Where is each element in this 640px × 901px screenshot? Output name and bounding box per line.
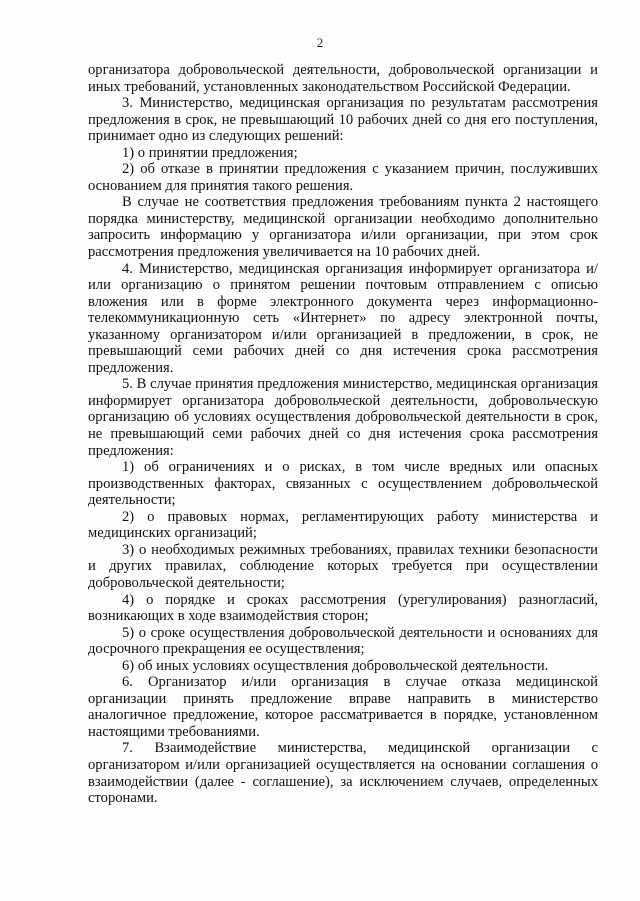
page-number: 2 [316,35,324,50]
paragraph-item-5: 5. В случае принятия предложения министерство, медицинская организация информирует организатора добровольческой деятельности, добровольческую организацию об условиях осуществления добровольческой деятельности в срок, не превышающий семи рабочих дней со дня истечения срока рассмотрения предложения: [88,376,598,459]
subitem-5-6: 6) об иных условиях осуществления добровольческой деятельности. [122,657,549,674]
paragraph-item-3: 3. Министерство, медицинская организация по результатам рассмотрения предложения в срок, не превышающий 10 рабочих дней со дня его поступления, принимает одно из следующих решений: [88,95,598,145]
subitem-5-1: 1) об ограничениях и о рисках, в том числе вредных или опасных производственных факторах, связанных с осуществлением добровольческой деятельности; [88,459,598,509]
paragraph-noncompliance: В случае не соответствия предложения требованиям пункта 2 настоящего порядка министерству, медицинской организации необходимо дополнительно запросить информацию у организатора и/или организации, при этом срок рассмотрения предложения увеличивается на 10 рабочих дней. [88,194,598,261]
paragraph-item-4: 4. Министерство, медицинская организация информирует организатора и/или организацию о принятом решении почтовым отправлением с описью вложения или в форме электронного документа через информационно-телекоммуникационную сеть «Интернет» по адресу электронной почты, указанному организатором и/или организацией в предложении, в срок, не превышающий семи рабочих дней со дня истечения срока рассмотрения предложения. [88,260,598,376]
subitem-3-2: 2) об отказе в принятии предложения с указанием причин, послуживших основанием для принятия такого решения. [88,161,598,194]
subitem-5-4: 4) о порядке и сроках рассмотрения (урегулирования) разногласий, возникающих в ходе взаимодействия сторон; [88,591,598,625]
paragraph-continuation: организатора добровольческой деятельности, добровольческой организации и иных требований, установленных законодательством Российской Федерации. [88,62,598,95]
subitem-5-2: 2) о правовых нормах, регламентирующих работу министерства и медицинских организаций; [88,508,598,542]
paragraph-item-6: 6. Организатор и/или организация в случае отказа медицинской организации принять предложение вправе направить в министерство аналогичное предложение, которое рассматривается в порядке, установленном настоящими требованиями. [88,674,598,740]
subitem-5-3: 3) о необходимых режимных требованиях, правилах техники безопасности и других правилах, соблюдение которых требуется при осуществлении добровольческой деятельности; [88,541,598,591]
document-body [88,62,598,807]
paragraph-item-7: 7. Взаимодействие министерства, медицинской организации с организатором и/или организацией осуществляется на основании соглашения о взаимодействии (далее - соглашение), за исключением случаев, определенных сторонами. [88,740,598,807]
subitem-5-5: 5) о сроке осуществления добровольческой деятельности и основаниях для досрочного прекращения ее осуществления; [88,624,598,658]
subitem-3-1: 1) о принятии предложения; [122,144,298,161]
